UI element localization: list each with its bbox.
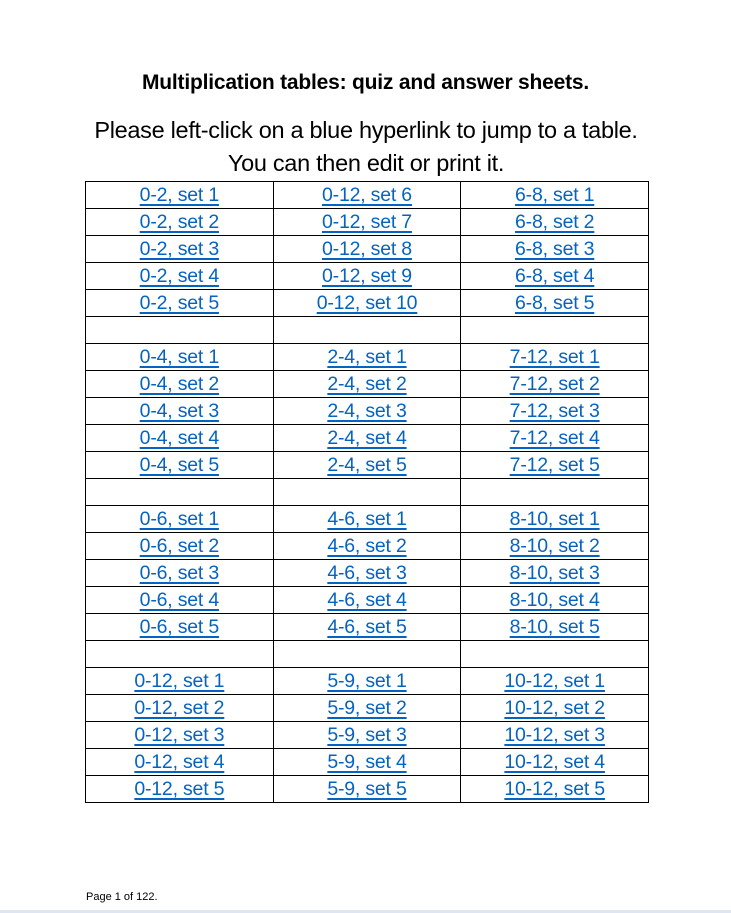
table-cell (86, 209, 274, 236)
table-cell (273, 182, 461, 209)
table-hyperlink[interactable]: 6-8, set 2 (515, 211, 595, 233)
table-cell (273, 776, 461, 803)
table-row (86, 614, 649, 641)
table-hyperlink[interactable]: 0-12, set 2 (134, 697, 225, 719)
table-cell (86, 776, 274, 803)
table-hyperlink[interactable]: 0-12, set 7 (322, 211, 412, 233)
table-hyperlink[interactable]: 0-12, set 5 (134, 778, 225, 800)
table-cell (461, 236, 649, 263)
table-cell (461, 371, 649, 398)
table-cell (461, 533, 649, 560)
table-cell (273, 371, 461, 398)
table-row (86, 749, 649, 776)
table-hyperlink[interactable]: 8-10, set 1 (509, 508, 600, 530)
table-hyperlink[interactable]: 8-10, set 4 (509, 589, 600, 611)
table-hyperlink[interactable]: 6-8, set 5 (515, 292, 595, 314)
hyperlink-table-body (86, 182, 649, 803)
table-cell (461, 668, 649, 695)
table-cell (461, 587, 649, 614)
table-hyperlink[interactable]: 0-4, set 3 (139, 400, 219, 422)
table-cell (461, 290, 649, 317)
table-hyperlink[interactable]: 4-6, set 5 (327, 616, 407, 638)
table-cell (86, 533, 274, 560)
table-cell (273, 749, 461, 776)
table-cell (273, 614, 461, 641)
table-cell (461, 749, 649, 776)
table-row (86, 263, 649, 290)
table-cell (86, 317, 274, 344)
table-row (86, 371, 649, 398)
table-cell (461, 425, 649, 452)
table-cell (461, 614, 649, 641)
table-row (86, 668, 649, 695)
table-cell (273, 317, 461, 344)
table-cell (86, 398, 274, 425)
instructions-text: Please left-click on a blue hyperlink to jump to a table. You can then edit or print it. (94, 117, 638, 176)
table-hyperlink[interactable]: 0-12, set 1 (134, 670, 225, 692)
table-cell (86, 371, 274, 398)
table-row (86, 398, 649, 425)
table-hyperlink[interactable]: 5-9, set 4 (327, 751, 407, 773)
table-cell (461, 560, 649, 587)
table-hyperlink[interactable]: 10-12, set 4 (504, 751, 605, 773)
table-cell (86, 587, 274, 614)
table-cell (86, 479, 274, 506)
table-hyperlink[interactable]: 0-2, set 1 (139, 184, 219, 206)
table-hyperlink[interactable]: 2-4, set 5 (327, 454, 407, 476)
table-cell (273, 479, 461, 506)
table-cell (461, 506, 649, 533)
table-hyperlink[interactable]: 8-10, set 3 (509, 562, 600, 584)
table-hyperlink[interactable]: 8-10, set 2 (509, 535, 600, 557)
table-cell (86, 290, 274, 317)
table-hyperlink[interactable]: 0-4, set 1 (139, 346, 219, 368)
table-cell (86, 452, 274, 479)
table-hyperlink[interactable]: 0-4, set 5 (139, 454, 219, 476)
table-row (86, 452, 649, 479)
table-row (86, 776, 649, 803)
table-hyperlink[interactable]: 6-8, set 4 (515, 265, 595, 287)
table-hyperlink[interactable]: 10-12, set 5 (504, 778, 605, 800)
table-row (86, 425, 649, 452)
table-row (86, 209, 649, 236)
table-row (86, 182, 649, 209)
table-cell (86, 182, 274, 209)
table-hyperlink[interactable]: 7-12, set 4 (509, 427, 600, 449)
table-cell (273, 722, 461, 749)
table-cell (86, 695, 274, 722)
table-hyperlink[interactable]: 0-2, set 4 (139, 265, 219, 287)
table-cell (86, 749, 274, 776)
table-row (86, 722, 649, 749)
table-hyperlink[interactable]: 10-12, set 3 (504, 724, 605, 746)
table-hyperlink[interactable]: 7-12, set 5 (509, 454, 600, 476)
table-hyperlink[interactable]: 5-9, set 5 (327, 778, 407, 800)
table-cell (273, 236, 461, 263)
table-hyperlink[interactable]: 2-4, set 2 (327, 373, 407, 395)
table-hyperlink[interactable]: 0-2, set 5 (139, 292, 219, 314)
hyperlink-table (85, 181, 649, 803)
table-cell (461, 182, 649, 209)
page-number-footer: Page 1 of 122. (86, 891, 158, 903)
table-hyperlink[interactable]: 0-6, set 3 (139, 562, 219, 584)
table-cell (461, 452, 649, 479)
table-cell (273, 425, 461, 452)
spacer-row (86, 641, 649, 668)
table-cell (461, 641, 649, 668)
table-cell (461, 695, 649, 722)
spacer-row (86, 317, 649, 344)
table-cell (461, 317, 649, 344)
table-hyperlink[interactable]: 5-9, set 1 (327, 670, 407, 692)
table-hyperlink[interactable]: 0-12, set 3 (134, 724, 225, 746)
table-hyperlink[interactable]: 2-4, set 4 (327, 427, 407, 449)
table-hyperlink[interactable]: 0-12, set 10 (316, 292, 418, 314)
table-hyperlink[interactable]: 0-12, set 8 (322, 238, 412, 260)
table-hyperlink[interactable]: 4-6, set 3 (327, 562, 407, 584)
table-hyperlink[interactable]: 8-10, set 5 (509, 616, 600, 638)
table-row (86, 533, 649, 560)
table-hyperlink[interactable]: 7-12, set 2 (509, 373, 600, 395)
table-hyperlink[interactable]: 0-2, set 2 (139, 211, 219, 233)
table-cell (273, 209, 461, 236)
table-hyperlink[interactable]: 5-9, set 3 (327, 724, 407, 746)
document-title: Multiplication tables: quiz and answer sheets. (141, 71, 590, 94)
table-cell (461, 479, 649, 506)
table-hyperlink[interactable]: 0-4, set 2 (139, 373, 219, 395)
table-cell (273, 290, 461, 317)
spacer-row (86, 479, 649, 506)
table-row (86, 695, 649, 722)
table-row (86, 290, 649, 317)
table-hyperlink[interactable]: 6-8, set 1 (515, 184, 595, 206)
table-cell (273, 344, 461, 371)
table-hyperlink[interactable]: 2-4, set 3 (327, 400, 407, 422)
table-cell (86, 236, 274, 263)
table-cell (461, 776, 649, 803)
table-cell (273, 398, 461, 425)
table-hyperlink[interactable]: 0-6, set 4 (139, 589, 219, 611)
table-hyperlink[interactable]: 0-2, set 3 (139, 238, 219, 260)
table-hyperlink[interactable]: 4-6, set 1 (327, 508, 407, 530)
table-row (86, 506, 649, 533)
table-hyperlink[interactable]: 0-6, set 2 (139, 535, 219, 557)
table-cell (86, 722, 274, 749)
table-cell (86, 344, 274, 371)
table-cell (273, 506, 461, 533)
table-cell (461, 209, 649, 236)
table-row (86, 587, 649, 614)
table-cell (86, 263, 274, 290)
table-hyperlink[interactable]: 4-6, set 2 (327, 535, 407, 557)
table-cell (461, 722, 649, 749)
table-hyperlink[interactable]: 10-12, set 2 (504, 697, 605, 719)
table-cell (273, 587, 461, 614)
table-cell (273, 695, 461, 722)
table-cell (273, 560, 461, 587)
table-row (86, 560, 649, 587)
table-cell (86, 668, 274, 695)
table-hyperlink[interactable]: 0-6, set 5 (139, 616, 219, 638)
table-hyperlink[interactable]: 0-12, set 6 (322, 184, 412, 206)
table-cell (86, 641, 274, 668)
table-hyperlink[interactable]: 7-12, set 1 (509, 346, 600, 368)
table-cell (86, 506, 274, 533)
table-cell (273, 641, 461, 668)
table-hyperlink[interactable]: 6-8, set 3 (515, 238, 595, 260)
table-row (86, 236, 649, 263)
table-cell (273, 263, 461, 290)
table-cell (461, 344, 649, 371)
table-hyperlink[interactable]: 0-4, set 4 (139, 427, 219, 449)
table-cell (273, 452, 461, 479)
table-cell (273, 668, 461, 695)
table-hyperlink[interactable]: 0-6, set 1 (139, 508, 219, 530)
table-cell (461, 263, 649, 290)
table-hyperlink[interactable]: 4-6, set 4 (327, 589, 407, 611)
table-row (86, 344, 649, 371)
table-hyperlink[interactable]: 10-12, set 1 (504, 670, 605, 692)
table-cell (86, 614, 274, 641)
table-hyperlink[interactable]: 7-12, set 3 (509, 400, 600, 422)
table-hyperlink[interactable]: 5-9, set 2 (327, 697, 407, 719)
table-cell (86, 560, 274, 587)
table-hyperlink[interactable]: 0-12, set 4 (134, 751, 225, 773)
table-cell (461, 398, 649, 425)
table-hyperlink[interactable]: 0-12, set 9 (322, 265, 412, 287)
table-hyperlink[interactable]: 2-4, set 1 (327, 346, 407, 368)
table-cell (86, 425, 274, 452)
table-cell (273, 533, 461, 560)
